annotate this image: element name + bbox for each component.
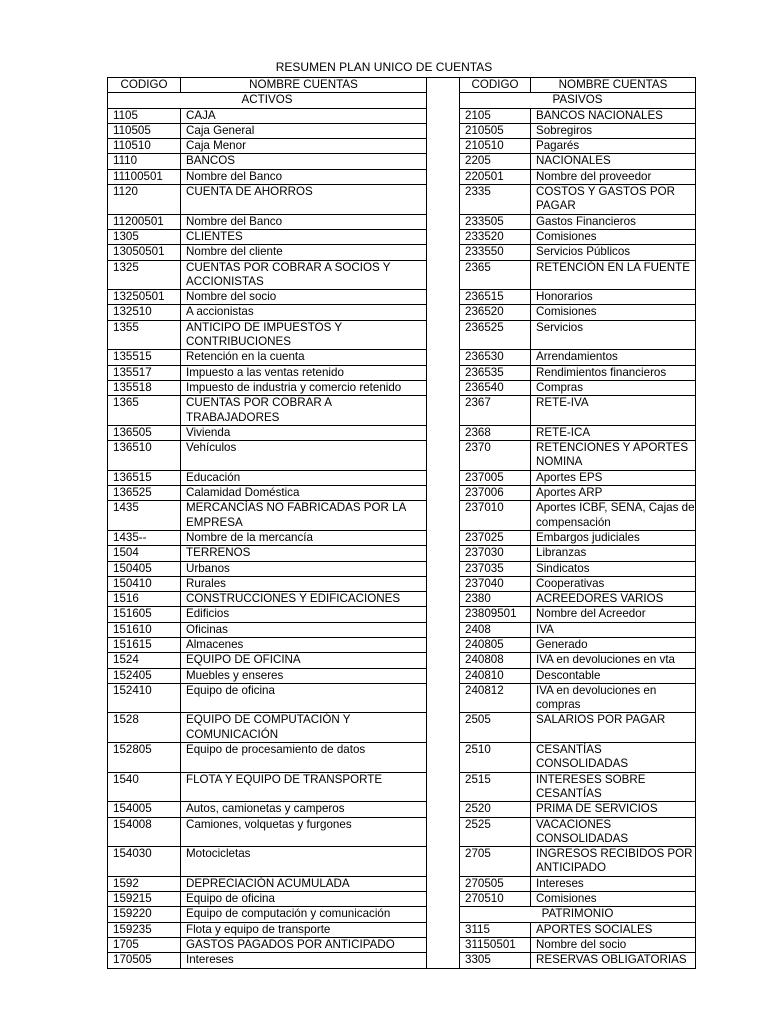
right-account-code: 2205 (460, 154, 531, 169)
left-account-name: Oficinas (181, 622, 427, 637)
column-gap (427, 637, 460, 652)
column-gap (427, 546, 460, 561)
table-row (108, 320, 696, 350)
right-account-code: 237025 (460, 530, 531, 545)
left-account-name: Nombre del Banco (181, 169, 427, 184)
column-gap (427, 123, 460, 138)
right-code-header: CODIGO (460, 78, 531, 93)
left-account-code: 152805 (108, 743, 181, 773)
right-account-code: 2105 (460, 108, 531, 123)
left-account-code: 13050501 (108, 245, 181, 260)
column-gap (427, 169, 460, 184)
column-gap (427, 592, 460, 607)
table-row (108, 561, 696, 576)
column-gap (427, 229, 460, 244)
left-account-name: Caja General (181, 123, 427, 138)
left-account-name: A accionistas (181, 305, 427, 320)
right-account-name: Gastos Financieros (531, 214, 696, 229)
table-row (108, 802, 696, 817)
left-account-code: 132510 (108, 305, 181, 320)
column-gap (427, 847, 460, 877)
column-gap (427, 305, 460, 320)
left-account-code: 135518 (108, 380, 181, 395)
right-account-code: 240805 (460, 637, 531, 652)
right-account-name: ACREEDORES VARIOS (531, 592, 696, 607)
right-account-code: 3305 (460, 953, 531, 968)
left-account-code: 1305 (108, 229, 181, 244)
table-row (108, 876, 696, 891)
table-row (108, 290, 696, 305)
left-account-code: 135517 (108, 365, 181, 380)
column-gap (427, 953, 460, 968)
column-gap (427, 320, 460, 350)
right-account-code: 270510 (460, 892, 531, 907)
right-account-name: Sobregiros (531, 123, 696, 138)
right-account-name: Arrendamientos (531, 350, 696, 365)
column-gap (427, 93, 460, 108)
column-gap (427, 365, 460, 380)
table-row (108, 214, 696, 229)
right-account-name: BANCOS NACIONALES (531, 108, 696, 123)
column-gap (427, 108, 460, 123)
column-gap (427, 78, 460, 93)
left-account-name: Equipo de oficina (181, 892, 427, 907)
right-account-code: 23809501 (460, 607, 531, 622)
table-row (108, 229, 696, 244)
table-row (108, 922, 696, 937)
left-account-code: 151605 (108, 607, 181, 622)
table-row (108, 772, 696, 802)
right-account-code: 210505 (460, 123, 531, 138)
left-account-name: ANTICIPO DE IMPUESTOS Y CONTRIBUCIONES (181, 320, 427, 350)
right-account-name: Rendimientos financieros (531, 365, 696, 380)
document-title: RESUMEN PLAN UNICO DE CUENTAS (275, 60, 493, 74)
left-account-code: 1516 (108, 592, 181, 607)
table-row (108, 653, 696, 668)
right-account-name: RETE-IVA (531, 396, 696, 426)
left-account-name: FLOTA Y EQUIPO DE TRANSPORTE (181, 772, 427, 802)
left-account-name: Caja Menor (181, 139, 427, 154)
table-row (108, 622, 696, 637)
right-account-name: Sindicatos (531, 561, 696, 576)
right-account-code: 2525 (460, 817, 531, 847)
left-account-code: 1504 (108, 546, 181, 561)
column-gap (427, 245, 460, 260)
column-gap (427, 154, 460, 169)
left-account-code: 1524 (108, 653, 181, 668)
left-account-name: Nombre del socio (181, 290, 427, 305)
column-gap (427, 185, 460, 215)
right-account-name: Pagarés (531, 139, 696, 154)
right-account-name: Comisiones (531, 892, 696, 907)
table-row (108, 530, 696, 545)
right-account-code: 237005 (460, 470, 531, 485)
left-account-code: 1528 (108, 713, 181, 743)
pasivos-section-label: PASIVOS (460, 93, 696, 108)
right-account-name: INTERESES SOBRE CESANTÍAS (531, 772, 696, 802)
column-gap (427, 713, 460, 743)
right-account-name: SALARIOS POR PAGAR (531, 713, 696, 743)
left-account-name: Flota y equipo de transporte (181, 922, 427, 937)
right-account-code: 236540 (460, 380, 531, 395)
column-gap (427, 653, 460, 668)
left-account-code: 11100501 (108, 169, 181, 184)
left-account-name: CUENTAS POR COBRAR A TRABAJADORES (181, 396, 427, 426)
table-row (108, 305, 696, 320)
column-gap (427, 802, 460, 817)
right-account-name: IVA en devoluciones en compras (531, 683, 696, 713)
column-gap (427, 607, 460, 622)
right-account-name: VACACIONES CONSOLIDADAS (531, 817, 696, 847)
right-account-name: Cooperativas (531, 576, 696, 591)
left-account-code: 1365 (108, 396, 181, 426)
table-row (108, 847, 696, 877)
right-account-name: APORTES SOCIALES (531, 922, 696, 937)
left-account-code: 136515 (108, 470, 181, 485)
table-row (108, 713, 696, 743)
left-account-code: 159235 (108, 922, 181, 937)
right-account-code: 2365 (460, 260, 531, 290)
right-name-header: NOMBRE CUENTAS (531, 78, 696, 93)
column-gap (427, 892, 460, 907)
left-account-code: 136505 (108, 425, 181, 440)
right-account-code: 3115 (460, 922, 531, 937)
table-row (108, 154, 696, 169)
left-account-name: MERCANCÍAS NO FABRICADAS POR LA EMPRESA (181, 501, 427, 531)
column-gap (427, 772, 460, 802)
column-gap (427, 937, 460, 952)
right-account-name: IVA en devoluciones en vta (531, 653, 696, 668)
right-account-code: 240810 (460, 668, 531, 683)
column-gap (427, 214, 460, 229)
right-account-code: 2335 (460, 185, 531, 215)
right-account-name: Descontable (531, 668, 696, 683)
right-account-code: 2380 (460, 592, 531, 607)
table-row (108, 668, 696, 683)
table-row (108, 817, 696, 847)
column-gap (427, 922, 460, 937)
right-account-name: CESANTÍAS CONSOLIDADAS (531, 743, 696, 773)
right-account-name: INGRESOS RECIBIDOS POR ANTICIPADO (531, 847, 696, 877)
left-account-name: Calamidad Doméstica (181, 486, 427, 501)
table-row (108, 245, 696, 260)
left-account-name: Vehículos (181, 441, 427, 471)
column-gap (427, 668, 460, 683)
left-account-code: 110505 (108, 123, 181, 138)
right-account-code: 2510 (460, 743, 531, 773)
header-row (108, 78, 696, 93)
left-account-name: Intereses (181, 953, 427, 968)
right-account-code: 2367 (460, 396, 531, 426)
right-account-code: 240808 (460, 653, 531, 668)
left-account-name: Vivienda (181, 425, 427, 440)
right-account-code: 31150501 (460, 937, 531, 952)
left-account-name: Autos, camionetas y camperos (181, 802, 427, 817)
table-row (108, 350, 696, 365)
right-account-name: Servicios Públicos (531, 245, 696, 260)
column-gap (427, 501, 460, 531)
column-gap (427, 470, 460, 485)
left-account-name: Equipo de procesamiento de datos (181, 743, 427, 773)
left-account-name: Equipo de oficina (181, 683, 427, 713)
right-section-label: PATRIMONIO (460, 907, 696, 922)
column-gap (427, 622, 460, 637)
table-row (108, 260, 696, 290)
column-gap (427, 683, 460, 713)
left-account-name: Equipo de computación y comunicación (181, 907, 427, 922)
left-account-code: 152405 (108, 668, 181, 683)
right-account-code: 236520 (460, 305, 531, 320)
table-row (108, 953, 696, 968)
left-account-code: 1540 (108, 772, 181, 802)
right-account-code: 210510 (460, 139, 531, 154)
left-account-name: CAJA (181, 108, 427, 123)
column-gap (427, 907, 460, 922)
table-row (108, 139, 696, 154)
right-account-name: Aportes EPS (531, 470, 696, 485)
right-account-name: Servicios (531, 320, 696, 350)
table-row (108, 743, 696, 773)
table-row (108, 501, 696, 531)
left-account-name: Educación (181, 470, 427, 485)
right-account-code: 237040 (460, 576, 531, 591)
right-account-code: 2505 (460, 713, 531, 743)
left-account-code: 1110 (108, 154, 181, 169)
left-account-name: GASTOS PAGADOS POR ANTICIPADO (181, 937, 427, 952)
left-account-code: 159215 (108, 892, 181, 907)
column-gap (427, 486, 460, 501)
left-account-name: Rurales (181, 576, 427, 591)
section-row (108, 93, 696, 108)
column-gap (427, 817, 460, 847)
table-row (108, 123, 696, 138)
table-row (108, 937, 696, 952)
right-account-name: PRIMA DE SERVICIOS (531, 802, 696, 817)
table-row (108, 169, 696, 184)
right-account-code: 237006 (460, 486, 531, 501)
right-account-name: Libranzas (531, 546, 696, 561)
right-account-code: 2370 (460, 441, 531, 471)
table-row (108, 108, 696, 123)
column-gap (427, 260, 460, 290)
left-account-name: EQUIPO DE OFICINA (181, 653, 427, 668)
table-row (108, 441, 696, 471)
left-account-code: 13250501 (108, 290, 181, 305)
right-account-name: IVA (531, 622, 696, 637)
right-account-code: 2368 (460, 425, 531, 440)
left-account-name: CLIENTES (181, 229, 427, 244)
left-account-code: 110510 (108, 139, 181, 154)
table-row (108, 683, 696, 713)
right-account-code: 236515 (460, 290, 531, 305)
right-account-code: 237030 (460, 546, 531, 561)
right-account-code: 2515 (460, 772, 531, 802)
right-account-name: Nombre del socio (531, 937, 696, 952)
left-account-name: Motocicletas (181, 847, 427, 877)
right-account-name: Comisiones (531, 229, 696, 244)
right-account-code: 2408 (460, 622, 531, 637)
column-gap (427, 441, 460, 471)
right-account-name: RETENCIÓN EN LA FUENTE (531, 260, 696, 290)
table-row (108, 425, 696, 440)
left-account-code: 154005 (108, 802, 181, 817)
right-account-name: Nombre del proveedor (531, 169, 696, 184)
right-account-code: 236535 (460, 365, 531, 380)
left-account-name: Nombre del Banco (181, 214, 427, 229)
right-account-name: Aportes ICBF, SENA, Cajas de compensación (531, 501, 696, 531)
left-account-name: TERRENOS (181, 546, 427, 561)
left-account-name: Camiones, volquetas y furgones (181, 817, 427, 847)
right-account-name: NACIONALES (531, 154, 696, 169)
column-gap (427, 290, 460, 305)
left-account-code: 154030 (108, 847, 181, 877)
activos-section-label: ACTIVOS (108, 93, 427, 108)
right-account-code: 2705 (460, 847, 531, 877)
right-account-name: Intereses (531, 876, 696, 891)
left-account-name: CUENTA DE AHORROS (181, 185, 427, 215)
left-account-code: 11200501 (108, 214, 181, 229)
left-account-code: 1355 (108, 320, 181, 350)
right-account-name: COSTOS Y GASTOS POR PAGAR (531, 185, 696, 215)
right-account-code: 237035 (460, 561, 531, 576)
left-account-code: 150405 (108, 561, 181, 576)
right-account-name: Aportes ARP (531, 486, 696, 501)
left-account-code: 1325 (108, 260, 181, 290)
left-account-code: 136525 (108, 486, 181, 501)
column-gap (427, 530, 460, 545)
right-account-name: Nombre del Acreedor (531, 607, 696, 622)
left-account-code: 152410 (108, 683, 181, 713)
right-account-code: 233550 (460, 245, 531, 260)
right-account-name: Generado (531, 637, 696, 652)
table-row (108, 365, 696, 380)
left-account-name: CUENTAS POR COBRAR A SOCIOS Y ACCIONISTAS (181, 260, 427, 290)
right-account-name: Comisiones (531, 305, 696, 320)
table-row (108, 892, 696, 907)
right-account-name: Honorarios (531, 290, 696, 305)
left-account-code: 151615 (108, 637, 181, 652)
left-account-name: Edificios (181, 607, 427, 622)
right-account-name: Embargos judiciales (531, 530, 696, 545)
left-account-name: CONSTRUCCIONES Y EDIFICACIONES (181, 592, 427, 607)
left-account-name: DEPRECIACIÓN ACUMULADA (181, 876, 427, 891)
column-gap (427, 743, 460, 773)
left-account-code: 151610 (108, 622, 181, 637)
right-account-code: 270505 (460, 876, 531, 891)
left-account-name: EQUIPO DE COMPUTACIÓN Y COMUNICACIÓN (181, 713, 427, 743)
right-account-code: 220501 (460, 169, 531, 184)
column-gap (427, 876, 460, 891)
left-account-name: Muebles y enseres (181, 668, 427, 683)
left-account-code: 154008 (108, 817, 181, 847)
left-account-code: 1592 (108, 876, 181, 891)
table-row (108, 396, 696, 426)
left-account-code: 1435 (108, 501, 181, 531)
right-account-name: RESERVAS OBLIGATORIAS (531, 953, 696, 968)
right-account-code: 233520 (460, 229, 531, 244)
right-account-code: 233505 (460, 214, 531, 229)
right-account-code: 240812 (460, 683, 531, 713)
column-gap (427, 425, 460, 440)
column-gap (427, 576, 460, 591)
table-row (108, 470, 696, 485)
left-account-code: 170505 (108, 953, 181, 968)
table-row (108, 380, 696, 395)
left-account-code: 136510 (108, 441, 181, 471)
left-account-name: Urbanos (181, 561, 427, 576)
left-account-name: Nombre de la mercancía (181, 530, 427, 545)
left-account-code: 135515 (108, 350, 181, 365)
left-account-name: Impuesto a las ventas retenido (181, 365, 427, 380)
table-row (108, 576, 696, 591)
column-gap (427, 380, 460, 395)
left-account-code: 159220 (108, 907, 181, 922)
right-account-code: 237010 (460, 501, 531, 531)
left-account-code: 150410 (108, 576, 181, 591)
right-account-name: RETENCIONES Y APORTES NOMINA (531, 441, 696, 471)
table-row (108, 592, 696, 607)
column-gap (427, 561, 460, 576)
right-account-name: RETE-ICA (531, 425, 696, 440)
left-account-name: Impuesto de industria y comercio retenido (181, 380, 427, 395)
accounts-table (107, 77, 696, 969)
table-row (108, 486, 696, 501)
left-account-code: 1705 (108, 937, 181, 952)
right-account-code: 236525 (460, 320, 531, 350)
right-account-code: 2520 (460, 802, 531, 817)
left-account-name: Retención en la cuenta (181, 350, 427, 365)
left-name-header: NOMBRE CUENTAS (181, 78, 427, 93)
column-gap (427, 139, 460, 154)
left-code-header: CODIGO (108, 78, 181, 93)
right-account-name: Compras (531, 380, 696, 395)
right-account-code: 236530 (460, 350, 531, 365)
table-row (108, 607, 696, 622)
left-account-name: Almacenes (181, 637, 427, 652)
table-row (108, 546, 696, 561)
left-account-code: 1120 (108, 185, 181, 215)
left-account-name: BANCOS (181, 154, 427, 169)
table-row (108, 637, 696, 652)
table-row (108, 907, 696, 922)
left-account-code: 1105 (108, 108, 181, 123)
column-gap (427, 350, 460, 365)
table-row (108, 185, 696, 215)
left-account-name: Nombre del cliente (181, 245, 427, 260)
column-gap (427, 396, 460, 426)
left-account-code: 1435-- (108, 530, 181, 545)
